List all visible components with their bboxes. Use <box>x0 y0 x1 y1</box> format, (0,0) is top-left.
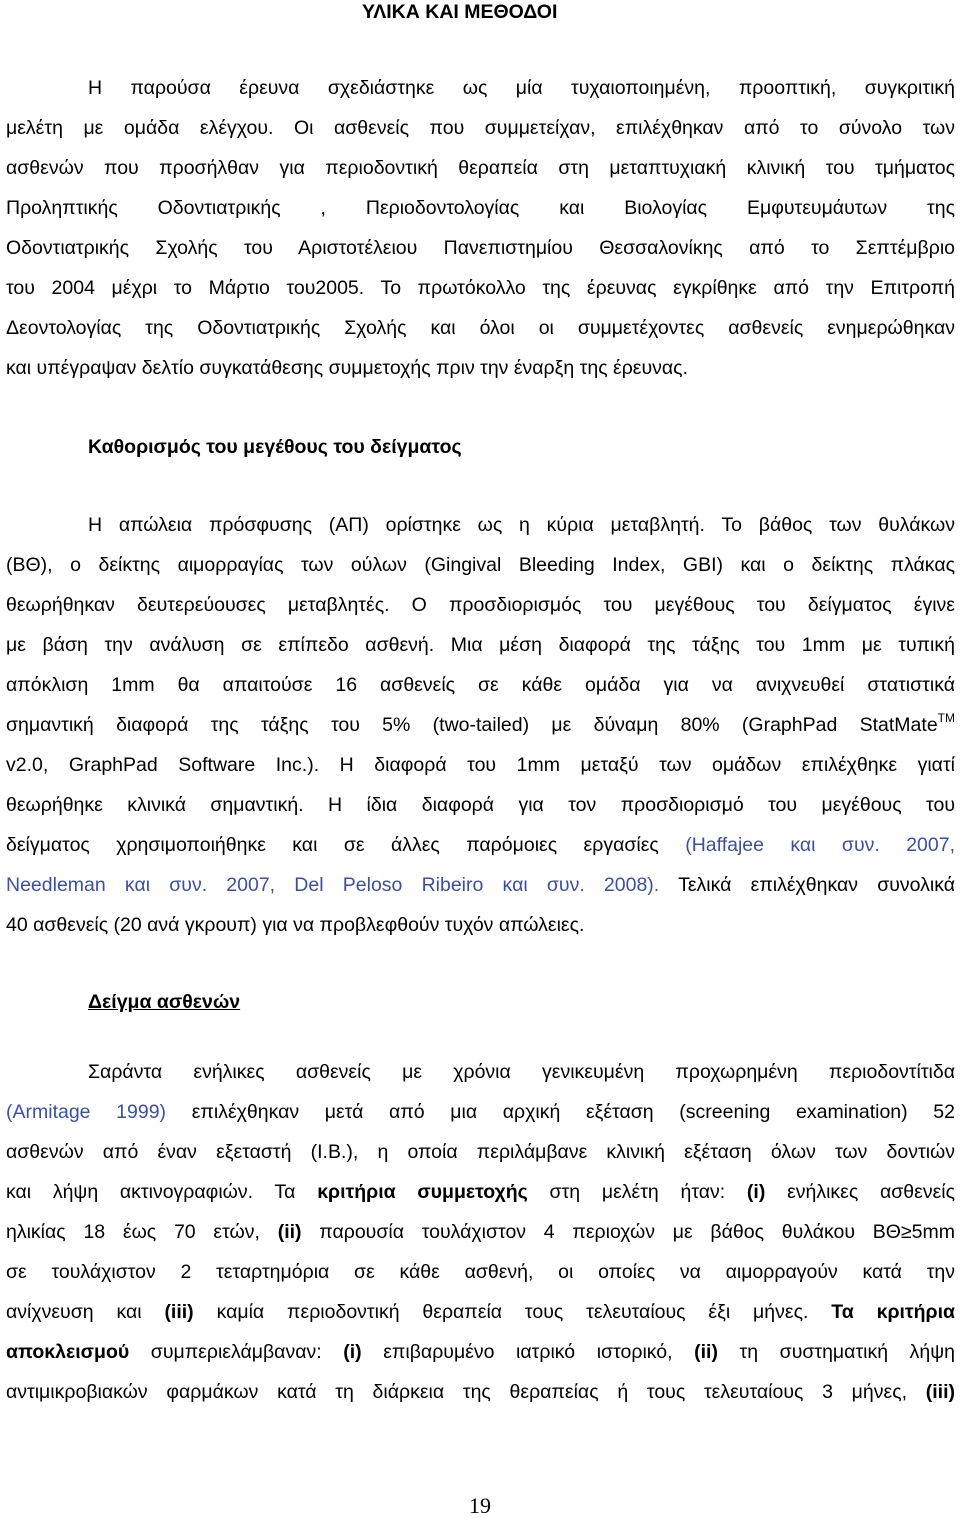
patients-line-6: σε τουλάχιστον 2 τεταρτημόρια σε κάθε ασθενή, οι οποίες να αιμορραγούν κατά την <box>6 1261 955 1283</box>
trademark-superscript: TM <box>937 711 955 725</box>
section-title: ΥΛΙΚΑ ΚΑΙ ΜΕΘΟΔΟΙ <box>362 1 558 23</box>
intro-line-4: Προληπτικής Οδοντιατρικής , Περιοδοντολογίας και Βιολογίας Εμφυτευμάυτων της <box>6 197 955 219</box>
sample-size-line-1: Η απώλεια πρόσφυσης (ΑΠ) ορίστηκε ως η κύρια μεταβλητή. Το βάθος των θυλάκων <box>88 514 955 536</box>
patients-line-3: ασθενών από έναν εξεταστή (I.B.), η οποία περιλάμβανε κλινική εξέταση όλων των δοντιών <box>6 1141 955 1163</box>
exclusion-iii-marker: (iii) <box>925 1381 955 1403</box>
patients-line-4-a: και λήψη ακτινογραφιών. Τα <box>6 1181 296 1203</box>
intro-line-1: Η παρούσα έρευνα σχεδιάστηκε ως μία τυχαιοποιημένη, προοπτική, συγκριτική <box>88 77 955 99</box>
sample-size-line-4: με βάση την ανάλυση σε επίπεδο ασθενή. Μια μέση διαφορά της τάξης του 1mm με τυπική <box>6 634 955 656</box>
inclusion-criteria-label: κριτήρια συμμετοχής <box>317 1181 528 1203</box>
page-number: 19 <box>469 1493 491 1518</box>
patients-line-4-c: στη μελέτη ήταν: <box>549 1181 726 1203</box>
patients-line-8-f: τη συστηματική λήψη <box>739 1341 955 1363</box>
exclusion-ii-marker: (ii) <box>694 1341 718 1363</box>
reference-link-needleman[interactable]: Needleman και συν. 2007, Del Peloso Ribeiro και συν. 2008). <box>6 874 660 896</box>
patients-line-1: Σαράντα ενήλικες ασθενείς με χρόνια γενικευμένη προχωρημένη περιοδοντίτιδα <box>88 1061 955 1083</box>
patients-line-8-d: επιβαρυμένο ιατρικό ιστορικό, <box>383 1341 673 1363</box>
patients-line-5 <box>6 1220 955 1244</box>
sample-size-line-2: (ΒΘ), ο δείκτης αιμορραγίας των ούλων (Gingival Bleeding Index, GBI) και ο δείκτης πλάκας <box>6 554 955 576</box>
patients-line-4 <box>6 1180 955 1204</box>
sample-size-line-5: απόκλιση 1mm θα απαιτούσε 16 ασθενείς σε κάθε ομάδα για να ανιχνευθεί στατιστικά <box>6 674 955 696</box>
criterion-iii-marker: (iii) <box>164 1301 194 1323</box>
exclusion-i-marker: (i) <box>343 1341 362 1363</box>
intro-line-6: του 2004 μέχρι το Μάρτιο του2005. Το πρωτόκολλο της έρευνας εγκρίθηκε από την Επιτροπή <box>6 277 955 299</box>
patients-line-4-e: ενήλικες ασθενείς <box>787 1181 956 1203</box>
intro-line-7: Δεοντολογίας της Οδοντιατρικής Σχολής και όλοι οι συμμετέχοντες ασθενείς ενημερώθηκαν <box>6 317 955 339</box>
sample-size-line-6-text: σημαντική διαφορά της τάξης του 5% (two-tailed) με δύναμη 80% (GraphPad StatMate <box>6 714 938 736</box>
reference-link-haffajee[interactable]: (Haffajee και συν. 2007, <box>685 834 955 856</box>
sample-size-line-8: θεωρήθηκε κλινικά σημαντική. Η ίδια διαφορά για τον προσδιορισμό του μεγέθους του <box>6 794 955 816</box>
patients-line-8-b: συμπεριελάμβαναν: <box>150 1341 322 1363</box>
sample-size-line-10 <box>6 873 955 897</box>
intro-line-3: ασθενών που προσήλθαν για περιοδοντική θεραπεία στη μεταπτυχιακή κλινική του τμήματος <box>6 157 955 179</box>
intro-line-8: και υπέγραψαν δελτίο συγκατάθεσης συμμετοχής πριν την έναρξη της έρευνας. <box>6 357 688 379</box>
exclusion-criteria-label-start: Τα κριτήρια <box>831 1301 956 1323</box>
patients-line-2 <box>6 1100 955 1124</box>
patients-heading: Δείγμα ασθενών <box>88 991 241 1013</box>
patients-line-9-a: αντιμικροβιακών φαρμάκων κατά τη διάρκεια της θεραπείας ή τους τελευταίους 3 μήνες, <box>6 1381 908 1403</box>
criterion-i-marker: (i) <box>746 1181 766 1203</box>
sample-size-line-11: 40 ασθενείς (20 ανά γκρουπ) για να προβλεφθούν τυχόν απώλειες. <box>6 914 585 936</box>
patients-line-7 <box>6 1300 955 1324</box>
patients-line-2-text: επιλέχθηκαν μετά από μια αρχική εξέταση (screening examination) 52 <box>191 1101 955 1123</box>
intro-line-5: Οδοντιατρικής Σχολής του Αριστοτέλειου Πανεπιστημίου Θεσσαλονίκης από το Σεπτέμβριο <box>6 237 955 259</box>
sample-size-line-9 <box>6 833 955 857</box>
exclusion-criteria-label-end: αποκλεισμού <box>6 1341 130 1363</box>
patients-line-9 <box>6 1380 955 1404</box>
patients-line-8 <box>6 1340 955 1364</box>
sample-size-line-9-text: δείγματος χρησιμοποιήθηκε και σε άλλες παρόμοιες εργασίες <box>6 834 659 856</box>
criterion-ii-marker: (ii) <box>277 1221 302 1243</box>
sample-size-line-7: v2.0, GraphPad Software Inc.). Η διαφορά του 1mm μεταξύ των ομάδων επιλέχθηκε γιατί <box>6 754 955 776</box>
reference-link-armitage[interactable]: (Armitage 1999) <box>6 1101 167 1123</box>
patients-line-7-c: καμία περιοδοντική θεραπεία τους τελευταίους έξι μήνες. <box>216 1301 809 1323</box>
sample-size-line-10-text: Τελικά επιλέχθηκαν συνολικά <box>678 874 955 896</box>
sample-size-line-3: θεωρήθηκαν δευτερεύουσες μεταβλητές. Ο προσδιορισμός του μεγέθους του δείγματος έγινε <box>6 594 955 616</box>
patients-line-7-a: ανίχνευση και <box>6 1301 142 1323</box>
patients-line-5-a: ηλικίας 18 έως 70 ετών, <box>6 1221 260 1243</box>
intro-line-2: μελέτη με ομάδα ελέγχου. Οι ασθενείς που συμμετείχαν, επιλέχθηκαν από το σύνολο των <box>6 117 955 139</box>
sample-size-line-6 <box>6 713 955 737</box>
patients-line-5-c: παρουσία τουλάχιστον 4 περιοχών με βάθος θυλάκου ΒΘ≥5mm <box>319 1221 955 1243</box>
sample-size-heading: Καθορισμός του μεγέθους του δείγματος <box>88 436 462 458</box>
